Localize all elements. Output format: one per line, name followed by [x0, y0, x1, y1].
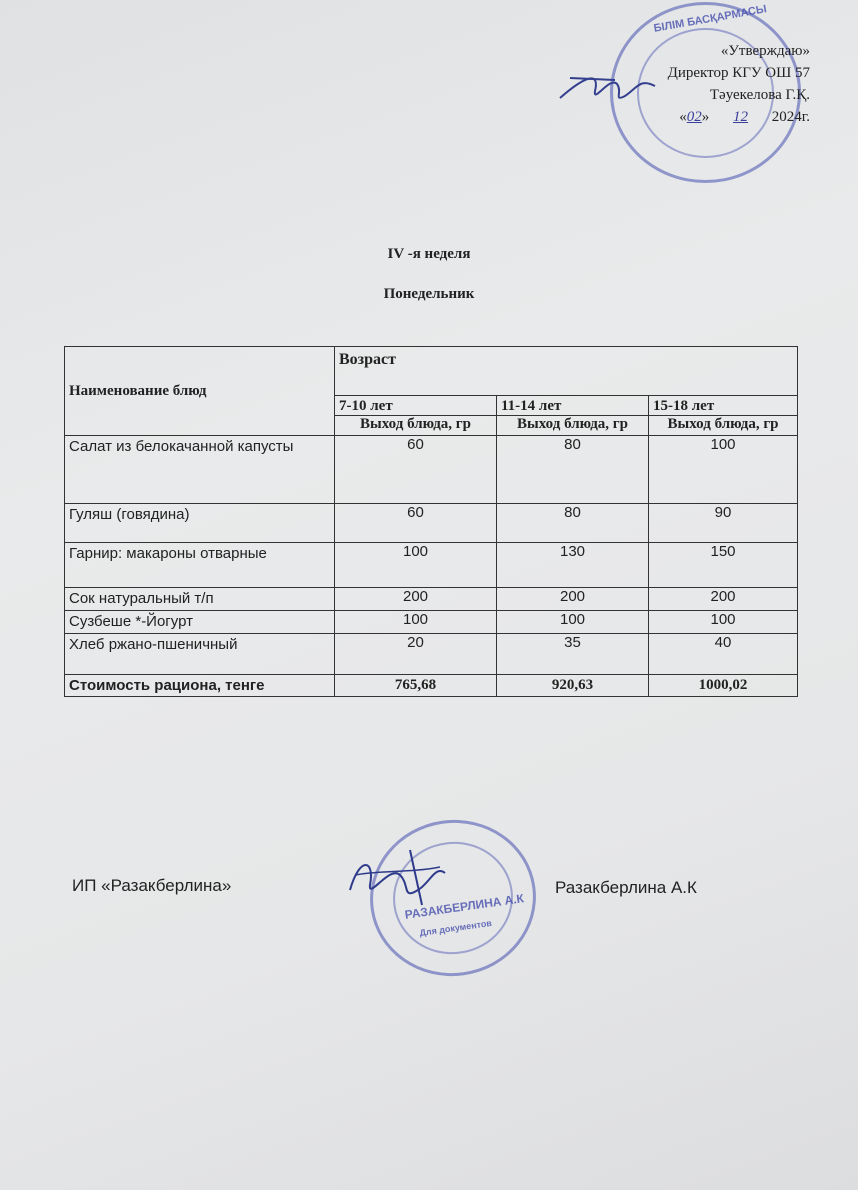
- dish-name: Гарнир: макароны отварные: [65, 543, 335, 588]
- value-15-18: 150: [649, 543, 798, 588]
- stamp-top-text: БІЛІМ БАСҚАРМАСЫ: [652, 3, 768, 35]
- value-15-18: 90: [649, 504, 798, 543]
- entrepreneur-signature: [340, 845, 460, 915]
- yield-label-2: Выход блюда, гр: [497, 416, 649, 436]
- director-signature: [555, 66, 665, 116]
- date-year: 2024г.: [771, 109, 810, 125]
- date-open: «: [679, 109, 687, 125]
- age-group-1: 7-10 лет: [335, 396, 497, 416]
- yield-label-3: Выход блюда, гр: [649, 416, 798, 436]
- value-11-14: 130: [497, 543, 649, 588]
- total-11-14: 920,63: [497, 675, 649, 697]
- value-7-10: 100: [335, 543, 497, 588]
- value-11-14: 80: [497, 436, 649, 504]
- table-row: [65, 634, 798, 675]
- value-15-18: 100: [649, 611, 798, 634]
- menu-table: [64, 346, 798, 697]
- table-row: [65, 611, 798, 634]
- total-row: [65, 675, 798, 697]
- value-15-18: 200: [649, 588, 798, 611]
- value-7-10: 60: [335, 504, 497, 543]
- value-11-14: 80: [497, 504, 649, 543]
- week-heading: IV -я неделя: [387, 246, 471, 262]
- stamp-bottom-text: РАЗАКБЕРЛИНА А.К: [403, 891, 525, 922]
- value-7-10: 20: [335, 634, 497, 675]
- stamp-bottom-sub: Для документов: [418, 917, 493, 938]
- date-close: »: [701, 109, 710, 125]
- value-7-10: 200: [335, 588, 497, 611]
- value-7-10: 60: [335, 436, 497, 504]
- value-11-14: 100: [497, 611, 649, 634]
- dish-name: Сок натуральный т/п: [65, 588, 335, 611]
- dish-name-header: Наименование блюд: [65, 347, 335, 436]
- total-label: Стоимость рациона, тенге: [65, 675, 335, 697]
- dish-name: Салат из белокачанной капусты: [65, 436, 335, 504]
- yield-label-1: Выход блюда, гр: [335, 416, 497, 436]
- age-group-3: 15-18 лет: [649, 396, 798, 416]
- value-15-18: 40: [649, 634, 798, 675]
- table-row: [65, 588, 798, 611]
- date-month: 12: [733, 109, 749, 125]
- day-heading: Понедельник: [383, 286, 475, 302]
- approval-title: «Утверждаю»: [720, 43, 810, 59]
- approval-position: Директор КГУ ОШ 57: [667, 65, 810, 81]
- table-row: [65, 504, 798, 543]
- total-15-18: 1000,02: [649, 675, 798, 697]
- total-7-10: 765,68: [335, 675, 497, 697]
- table-row: [65, 543, 798, 588]
- age-group-2: 11-14 лет: [497, 396, 649, 416]
- footer-signatory: Разакберлина А.К: [555, 878, 697, 897]
- value-11-14: 200: [497, 588, 649, 611]
- date-day: 02: [686, 109, 702, 125]
- dish-name: Хлеб ржано-пшеничный: [65, 634, 335, 675]
- age-header: Возраст: [335, 347, 798, 396]
- table-row: [65, 436, 798, 504]
- footer-company: ИП «Разакберлина»: [72, 876, 232, 895]
- dish-name: Гуляш (говядина): [65, 504, 335, 543]
- dish-name: Сузбеше *-Йогурт: [65, 611, 335, 634]
- value-11-14: 35: [497, 634, 649, 675]
- value-15-18: 100: [649, 436, 798, 504]
- approval-name: Тәуекелова Г.Қ.: [709, 87, 810, 103]
- value-7-10: 100: [335, 611, 497, 634]
